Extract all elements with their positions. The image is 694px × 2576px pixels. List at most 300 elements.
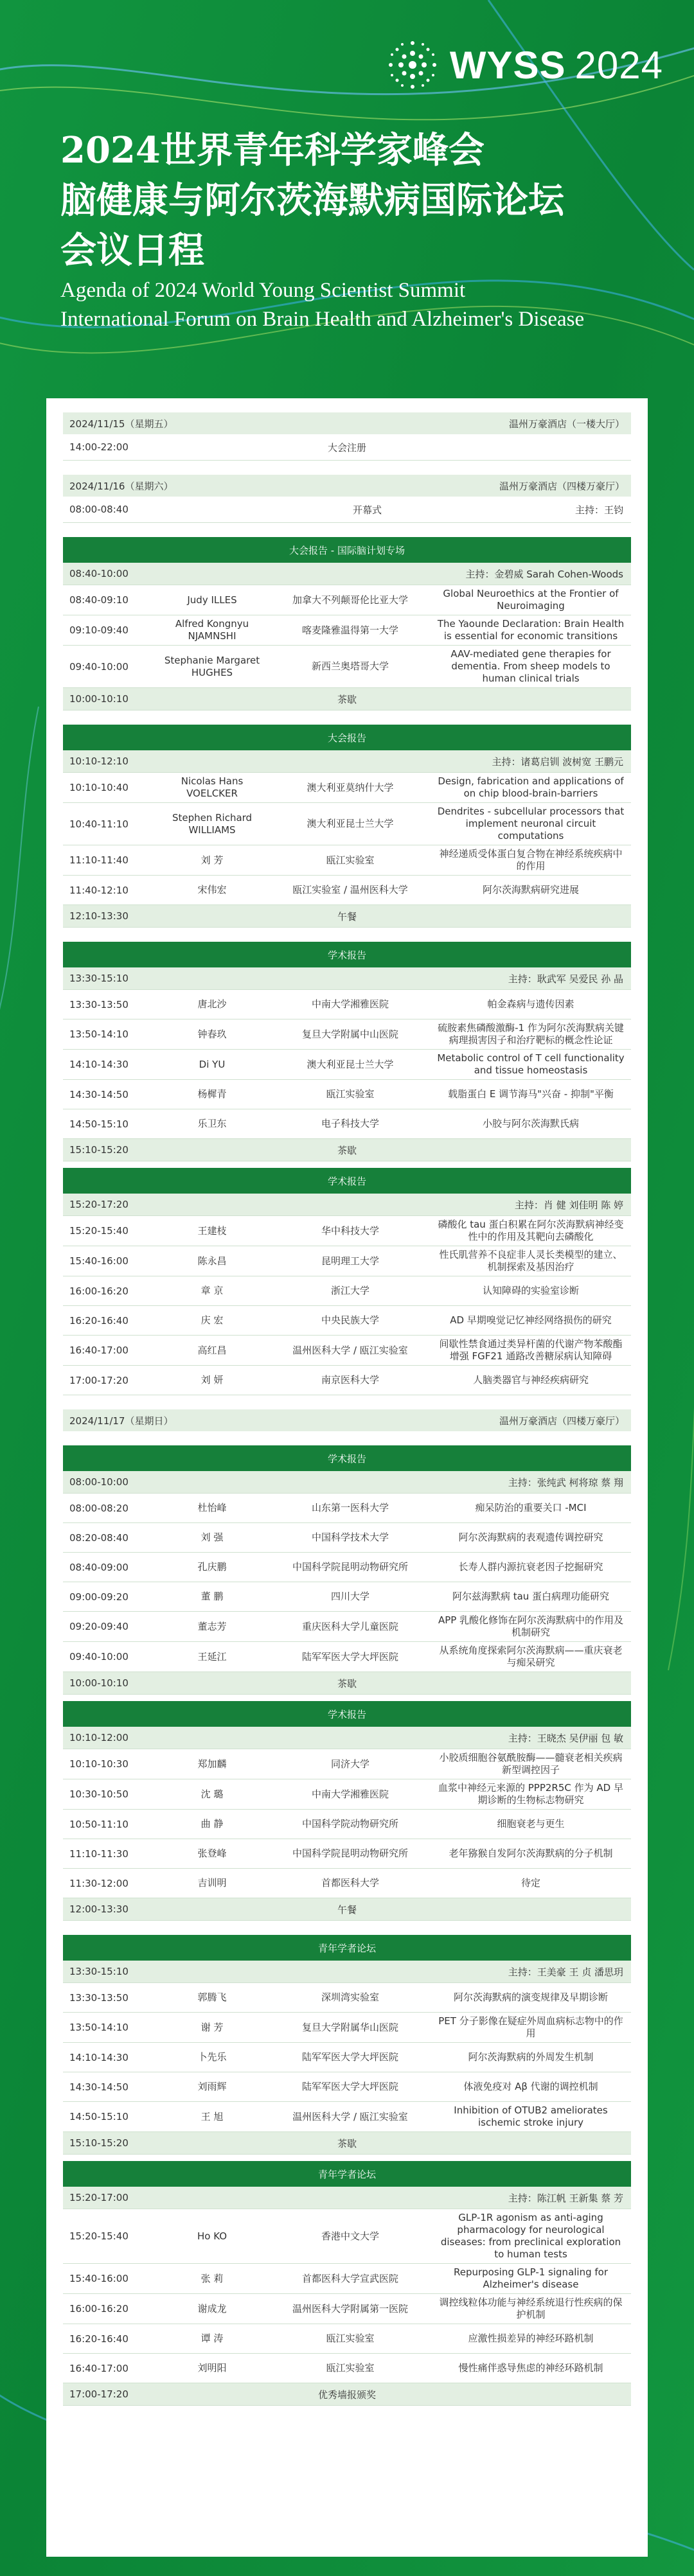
talk-time: 14:50-15:10	[69, 1118, 129, 1130]
day-venue: 温州万豪酒店（一楼大厅）	[508, 418, 625, 430]
agenda-row	[63, 497, 631, 523]
talk-affiliation: 四川大学	[330, 1591, 369, 1602]
talk-row	[63, 1983, 631, 2013]
talk-row	[63, 1276, 631, 1306]
talk-affiliation: 陆军军医大学大坪医院	[301, 2081, 398, 2092]
row-time: 08:00-08:40	[69, 504, 129, 515]
talk-time: 08:00-08:20	[69, 1502, 129, 1514]
talk-row	[63, 1553, 631, 1582]
talk-list	[63, 2209, 631, 2406]
break-time: 12:00-13:30	[69, 1903, 129, 1915]
talk-row	[63, 1366, 631, 1395]
talk-speaker: 王延江	[197, 1650, 227, 1663]
talk-speaker: 庆 宏	[200, 1314, 224, 1326]
talk-speaker: 郑加麟	[197, 1758, 227, 1770]
day-venue: 温州万豪酒店（四楼万豪厅）	[499, 1415, 625, 1427]
talk-affiliation: 中央民族大学	[321, 1314, 379, 1326]
talk-row	[63, 2354, 631, 2383]
talk-affiliation: 喀麦隆雅温得第一大学	[301, 624, 398, 636]
talk-row	[63, 2102, 631, 2132]
break-label: 优秀墙报颁奖	[317, 2388, 376, 2401]
talk-title: Repurposing GLP-1 signaling for Alzheimer's disease	[453, 2266, 609, 2290]
session-block	[63, 1701, 631, 1921]
talk-row	[63, 1612, 631, 1642]
break-row	[63, 1672, 631, 1695]
talk-row	[63, 1810, 631, 1839]
talk-list	[63, 1983, 631, 2155]
wyss-logo-mark-icon	[383, 35, 442, 94]
talk-title: 长寿人群内源抗衰老因子挖掘研究	[458, 1561, 603, 1573]
talk-title: Metabolic control of T cell functionality and tissue homeostasis	[437, 1052, 625, 1076]
talk-affiliation: 南京医科大学	[321, 1374, 379, 1386]
talk-time: 15:40-16:00	[69, 1255, 129, 1267]
talk-affiliation: 瓯江实验室	[326, 854, 375, 866]
talk-title: 载脂蛋白 E 调节海马"兴奋 - 抑制"平衡	[448, 1088, 614, 1100]
day-header	[63, 475, 631, 497]
talk-speaker: 谭 涛	[200, 2333, 224, 2344]
talk-row	[63, 2072, 631, 2102]
session-chair-row	[63, 563, 631, 585]
talk-speaker: 卜先乐	[197, 2051, 227, 2063]
talk-row	[63, 1336, 631, 1366]
talk-speaker: 刘雨辉	[197, 2081, 227, 2092]
talk-row	[63, 990, 631, 1019]
break-row	[63, 2132, 631, 2155]
talk-row	[63, 1019, 631, 1050]
title-line: 脑健康与阿尔茨海默病国际论坛	[60, 179, 564, 222]
break-time: 15:10-15:20	[69, 2137, 129, 2149]
talk-time: 16:40-17:00	[69, 1345, 129, 1356]
talk-speaker: 王建枝	[197, 1224, 227, 1237]
talk-row	[63, 1582, 631, 1612]
talk-list	[63, 773, 631, 928]
talk-affiliation: 中南大学湘雅医院	[311, 998, 389, 1010]
session-banner-text: 学术报告	[327, 1175, 366, 1187]
wyss-logo	[383, 35, 663, 94]
talk-title: Design, fabrication and applications of on chip blood-brain-barriers	[438, 775, 624, 799]
talk-title: GLP-1R agonism as anti-aging pharmacology for neurological diseases: from preclinical exploration to human tests	[440, 2212, 621, 2260]
break-time: 12:10-13:30	[69, 910, 129, 922]
talk-affiliation: 瓯江实验室	[326, 1088, 375, 1100]
session-banner-text: 学术报告	[327, 949, 366, 961]
talk-list	[63, 1216, 631, 1395]
session-banner	[63, 2161, 631, 2187]
talk-affiliation: 陆军军医大学大坪医院	[301, 2051, 398, 2063]
talk-time: 16:20-16:40	[69, 1314, 129, 1327]
session-chair: 主持：诸葛启钏 波树宽 王鹏元	[492, 755, 623, 768]
session-time: 08:40-10:00	[69, 568, 129, 579]
row-content: 大会注册	[327, 441, 366, 454]
talk-row	[63, 1306, 631, 1336]
talk-affiliation: 同济大学	[330, 1758, 369, 1770]
talk-speaker: 唐北沙	[197, 998, 227, 1010]
talk-affiliation: 深圳湾实验室	[321, 1991, 379, 2003]
session-time: 15:20-17:20	[69, 1199, 129, 1210]
talk-row	[63, 1523, 631, 1553]
talk-speaker: 刘 妍	[200, 1374, 224, 1386]
session-chair-row	[63, 1727, 631, 1749]
talk-affiliation: 新西兰奥塔哥大学	[311, 660, 389, 672]
talk-row	[63, 1109, 631, 1139]
talk-row	[63, 585, 631, 615]
talk-speaker: Alfred Kongnyu NJAMNSHI	[175, 618, 249, 642]
talk-time: 10:50-11:10	[69, 1818, 129, 1830]
title-line: 会议日程	[60, 229, 204, 272]
talk-speaker: 张 莉	[200, 2272, 224, 2284]
talk-title: 老年猕猴自发阿尔茨海默病的分子机制	[449, 1848, 613, 1859]
session-chair: 主持：王晓杰 吴伊丽 包 敏	[508, 1732, 623, 1744]
talk-title: 间歇性禁食通过类异杆菌的代谢产物苯酸酯增强 FGF21 通路改善糖尿病认知障碍	[439, 1338, 623, 1362]
break-label: 午餐	[337, 1903, 357, 1916]
talk-affiliation: 电子科技大学	[321, 1118, 379, 1129]
talk-title: 血浆中神经元来源的 PPP2R5C 作为 AD 早期诊断的生物标志物研究	[438, 1782, 623, 1806]
talk-speaker: 张登峰	[197, 1848, 227, 1859]
talk-title: 从系统角度探索阿尔茨海默病——重庆衰老与痴呆研究	[439, 1645, 623, 1668]
talk-affiliation: 温州医科大学附属第一医院	[292, 2302, 408, 2315]
session-banner	[63, 942, 631, 967]
talk-speaker: 宋伟宏	[197, 884, 227, 895]
talk-row	[63, 646, 631, 688]
talk-row	[63, 1216, 631, 1246]
talk-title: 应激性损差异的神经环路机制	[468, 2333, 594, 2344]
talk-affiliation: 中国科学院昆明动物研究所	[292, 1561, 408, 1573]
session-time: 13:30-15:10	[69, 973, 129, 984]
session-chair: 主持：张纯武 柯将琼 蔡 翔	[508, 1476, 623, 1488]
talk-speaker: Stephen Richard WILLIAMS	[172, 811, 253, 836]
talk-time: 13:50-14:10	[69, 1028, 129, 1040]
talk-row	[63, 2209, 631, 2264]
talk-time: 17:00-17:20	[69, 1374, 129, 1386]
row-content: 开幕式	[352, 504, 382, 516]
day-2-sessions	[46, 537, 648, 1395]
talk-time: 09:40-10:00	[69, 660, 129, 673]
talk-affiliation: 瓯江实验室	[326, 2333, 375, 2344]
talk-list	[63, 585, 631, 710]
talk-speaker: Di YU	[199, 1058, 226, 1070]
talk-row	[63, 1246, 631, 1276]
talk-speaker: 吉训明	[197, 1877, 227, 1889]
talk-title: 帕金森病与遗传因素	[487, 998, 574, 1010]
talk-title: 阿尔茨海默病的表观遗传调控研究	[458, 1531, 603, 1543]
talk-time: 10:30-10:50	[69, 1788, 129, 1800]
talk-affiliation: 澳大利亚昆士兰大学	[307, 1058, 394, 1070]
talk-title: The Yaounde Declaration: Brain Health is essential for economic transitions	[437, 618, 625, 642]
talk-row	[63, 2324, 631, 2354]
talk-time: 11:10-11:30	[69, 1848, 129, 1860]
page-title	[60, 125, 564, 276]
title-line: 2024世界青年科学家峰会	[60, 129, 485, 172]
talk-affiliation: 瓯江实验室	[326, 2362, 375, 2374]
row-time: 14:00-22:00	[69, 441, 129, 453]
talk-time: 13:50-14:10	[69, 2022, 129, 2033]
session-chair: 主持：王美豪 王 贞 潘思玥	[508, 1966, 623, 1978]
day-1	[63, 412, 631, 461]
break-row	[63, 688, 631, 710]
talk-title: Global Neuroethics at the Frontier of Neuroimaging	[443, 588, 619, 612]
talk-title: 待定	[520, 1877, 540, 1889]
session-chair-row	[63, 1194, 631, 1216]
session-chair-row	[63, 2187, 631, 2209]
logo-text	[450, 43, 663, 87]
talk-time: 09:00-09:20	[69, 1591, 129, 1603]
talk-time: 16:20-16:40	[69, 2333, 129, 2345]
talk-affiliation: 昆明理工大学	[321, 1255, 379, 1267]
day-date: 2024/11/17（星期日）	[69, 1415, 174, 1427]
session-banner-text: 青年学者论坛	[317, 1942, 376, 1954]
agenda-card	[46, 398, 648, 2557]
talk-title: 调控线粒体功能与神经系统退行性疾病的保护机制	[439, 2297, 623, 2320]
talk-speaker: 乐卫东	[197, 1118, 227, 1129]
session-banner	[63, 1935, 631, 1961]
talk-speaker: 杨樨青	[197, 1088, 227, 1100]
talk-time: 09:10-09:40	[69, 624, 129, 636]
talk-time: 14:10-14:30	[69, 1059, 129, 1070]
talk-speaker: 刘明阳	[197, 2362, 227, 2374]
session-chair-row	[63, 1471, 631, 1494]
talk-speaker: Judy ILLES	[187, 594, 237, 606]
talk-time: 14:30-14:50	[69, 1088, 129, 1100]
day-venue: 温州万豪酒店（四楼万豪厅）	[499, 480, 625, 492]
talk-affiliation: 香港中文大学	[321, 2230, 379, 2242]
talk-title: 人脑类器官与神经疾病研究	[472, 1374, 589, 1386]
talk-affiliation: 中南大学湘雅医院	[311, 1788, 389, 1800]
talk-affiliation: 华中科技大学	[321, 1224, 379, 1237]
talk-time: 10:40-11:10	[69, 818, 129, 830]
talk-title: 认知障碍的实验室诊断	[482, 1285, 579, 1296]
talk-title: PET 分子影像在疑症外周血病标志物中的作用	[438, 2015, 623, 2039]
talk-affiliation: 温州医科大学 / 瓯江实验室	[292, 1344, 408, 1356]
talk-list	[63, 990, 631, 1161]
session-banner	[63, 1168, 631, 1194]
talk-title: 阿尔茨海默病研究进展	[482, 884, 579, 895]
talk-title: Inhibition of OTUB2 ameliorates ischemic stroke injury	[454, 2104, 608, 2128]
talk-time: 16:00-16:20	[69, 1285, 129, 1297]
session-banner	[63, 725, 631, 750]
session-time: 10:10-12:00	[69, 1732, 129, 1743]
talk-title: 细胞衰老与更生	[497, 1818, 565, 1830]
talk-title: AAV-mediated gene therapies for dementia. From sheep models to human clinical trials	[450, 648, 611, 684]
talk-title: 小胶质细胞谷氨酰胺酶——髓衰老相关疾病新型调控因子	[439, 1752, 623, 1776]
talk-speaker: 郭腾飞	[197, 1991, 227, 2003]
talk-row	[63, 2013, 631, 2043]
talk-row	[63, 615, 631, 646]
talk-time: 16:40-17:00	[69, 2362, 129, 2374]
break-row	[63, 1139, 631, 1161]
subtitle-line: International Forum on Brain Health and Alzheimer's Disease	[60, 308, 585, 331]
talk-speaker: 沈 璐	[200, 1788, 224, 1800]
talk-title: 痴呆防治的重要关口 -MCI	[475, 1502, 587, 1513]
session-banner	[63, 1701, 631, 1727]
talk-row	[63, 1749, 631, 1779]
talk-affiliation: 中国科学技术大学	[311, 1531, 389, 1543]
talk-speaker: 谢成龙	[197, 2302, 227, 2315]
talk-time: 13:30-13:50	[69, 1991, 129, 2004]
logo-brand: WYSS	[449, 43, 566, 87]
session-chair-row	[63, 1961, 631, 1983]
talk-affiliation: 陆军军医大学大坪医院	[301, 1650, 398, 1663]
talk-time: 15:40-16:00	[69, 2273, 129, 2284]
break-label: 午餐	[337, 910, 357, 922]
talk-time: 14:10-14:30	[69, 2051, 129, 2063]
session-time: 10:10-12:10	[69, 755, 129, 767]
talk-list	[63, 1749, 631, 1921]
session-block	[63, 537, 631, 710]
session-block	[63, 942, 631, 1161]
talk-row	[63, 2043, 631, 2072]
session-block	[63, 1935, 631, 2155]
talk-time: 08:40-09:10	[69, 594, 129, 606]
talk-row	[63, 2294, 631, 2324]
session-banner-text: 青年学者论坛	[317, 2168, 376, 2180]
day-date: 2024/11/16（星期六）	[69, 480, 174, 492]
talk-speaker: 杜怡峰	[197, 1502, 227, 1513]
talk-row	[63, 1779, 631, 1810]
day-3-sessions	[46, 1445, 648, 2406]
subtitle-line: Agenda of 2024 World Young Scientist Summit	[60, 279, 466, 302]
talk-speaker: 董志芳	[197, 1620, 227, 1632]
talk-title: 磷酸化 tau 蛋白积累在阿尔茨海默病神经变性中的作用及其靶向去磷酸化	[438, 1219, 624, 1242]
day-2	[63, 475, 631, 523]
session-time: 13:30-15:10	[69, 1966, 129, 1977]
talk-row	[63, 2264, 631, 2294]
talk-time: 11:40-12:10	[69, 884, 129, 896]
page-subtitle	[60, 276, 584, 334]
break-time: 15:10-15:20	[69, 1144, 129, 1156]
talk-affiliation: 加拿大不列颠哥伦比亚大学	[292, 594, 408, 606]
talk-speaker: Nicolas Hans VOELCKER	[181, 775, 244, 799]
session-chair: 主持：陈江帆 王新集 蔡 芳	[508, 2192, 623, 2204]
talk-time: 08:20-08:40	[69, 1531, 129, 1544]
talk-row	[63, 1050, 631, 1080]
logo-year: 2024	[574, 43, 663, 87]
talk-speaker: 章 京	[200, 1285, 224, 1296]
talk-affiliation: 澳大利亚昆士兰大学	[307, 818, 394, 829]
talk-title: Dendrites - subcellular processors that implement neuronal circuit computations	[437, 806, 625, 842]
talk-row	[63, 1080, 631, 1109]
talk-speaker: 高红昌	[197, 1344, 227, 1356]
session-chair-row	[63, 750, 631, 773]
session-chair: 主持：肖 健 刘佳明 陈 婷	[514, 1199, 623, 1211]
talk-time: 16:00-16:20	[69, 2303, 129, 2315]
talk-time: 13:30-13:50	[69, 998, 129, 1010]
talk-row	[63, 845, 631, 876]
session-block	[63, 1445, 631, 1695]
talk-speaker: 刘 强	[200, 1531, 224, 1543]
talk-speaker: 董 鹏	[200, 1591, 224, 1602]
session-block	[63, 1168, 631, 1395]
session-banner	[63, 537, 631, 563]
talk-time: 08:40-09:00	[69, 1561, 129, 1573]
talk-time: 11:30-12:00	[69, 1877, 129, 1889]
talk-row	[63, 803, 631, 845]
day-header	[63, 412, 631, 434]
talk-speaker: 钟春玖	[197, 1028, 227, 1040]
break-label: 茶歇	[337, 2137, 357, 2149]
talk-time: 15:20-15:40	[69, 2230, 129, 2242]
talk-time: 15:20-15:40	[69, 1225, 129, 1237]
break-label: 茶歇	[337, 1144, 357, 1156]
break-time: 17:00-17:20	[69, 2388, 129, 2400]
talk-title: 阿尔茨海默病的外周发生机制	[468, 2051, 594, 2063]
talk-affiliation: 温州医科大学 / 瓯江实验室	[292, 2110, 408, 2122]
break-row	[63, 2383, 631, 2406]
talk-speaker: Ho KO	[197, 2230, 227, 2242]
talk-title: 慢性痛伴惑导焦虑的神经环路机制	[458, 2362, 603, 2374]
talk-speaker: 孔庆鹏	[197, 1561, 227, 1573]
talk-speaker: 曲 静	[200, 1818, 224, 1830]
talk-title: APP 乳酸化修饰在阿尔茨海默病中的作用及机制研究	[438, 1614, 624, 1638]
row-host: 主持：王钧	[574, 504, 623, 516]
session-chair: 主持：耿武军 吴爱民 孙 晶	[508, 973, 623, 985]
talk-affiliation: 浙江大学	[330, 1285, 369, 1296]
session-banner-text: 大会报告	[327, 732, 366, 744]
talk-time: 09:40-10:00	[69, 1651, 129, 1663]
talk-list	[63, 1494, 631, 1695]
session-chair: 主持：金碧威 Sarah Cohen-Woods	[465, 568, 623, 580]
session-banner-text: 大会报告 - 国际脑计划专场	[289, 544, 405, 556]
talk-title: 硫胺素焦磷酸激酶-1 作为阿尔茨海默病关键病理损害因子和治疗靶标的概念性论证	[438, 1022, 624, 1046]
talk-title: 神经递质受体蛋白复合物在神经系统疾病中的作用	[439, 848, 623, 872]
session-banner-text: 学术报告	[327, 1452, 366, 1465]
break-time: 10:00-10:10	[69, 1677, 129, 1689]
talk-time: 10:10-10:40	[69, 782, 129, 793]
talk-speaker: 刘 芳	[200, 854, 224, 866]
talk-title: 体液免疫对 Aβ 代谢的调控机制	[463, 2081, 598, 2092]
session-block	[63, 2161, 631, 2406]
break-row	[63, 1898, 631, 1921]
talk-speaker: 谢 芳	[200, 2021, 224, 2033]
talk-affiliation: 中国科学院昆明动物研究所	[292, 1848, 408, 1859]
session-block	[63, 725, 631, 928]
talk-affiliation: 瓯江实验室 / 温州医科大学	[292, 884, 408, 895]
day-date: 2024/11/15（星期五）	[69, 418, 174, 430]
talk-time: 10:10-10:30	[69, 1758, 129, 1770]
session-banner	[63, 1445, 631, 1471]
talk-title: 小胶与阿尔茨海默氏病	[482, 1118, 579, 1129]
talk-affiliation: 复旦大学附属华山医院	[301, 2021, 398, 2033]
session-time: 08:00-10:00	[69, 1476, 129, 1488]
talk-row	[63, 1839, 631, 1869]
session-time: 15:20-17:00	[69, 2192, 129, 2203]
talk-affiliation: 中国科学院动物研究所	[301, 1818, 398, 1830]
break-label: 茶歇	[337, 1677, 357, 1689]
talk-speaker: Stephanie Margaret HUGHES	[164, 654, 260, 678]
talk-speaker: 陈永昌	[197, 1255, 227, 1267]
talk-row	[63, 773, 631, 803]
talk-affiliation: 复旦大学附属中山医院	[301, 1028, 398, 1040]
session-banner-text: 学术报告	[327, 1708, 366, 1720]
talk-title: AD 早期嗅觉记忆神经网络损伤的研究	[450, 1314, 612, 1326]
agenda-row	[63, 434, 631, 461]
header	[0, 0, 694, 385]
talk-row	[63, 1869, 631, 1898]
break-time: 10:00-10:10	[69, 693, 129, 705]
talk-affiliation: 重庆医科大学儿童医院	[301, 1620, 398, 1632]
talk-affiliation: 山东第一医科大学	[311, 1502, 389, 1513]
session-chair-row	[63, 967, 631, 990]
talk-time: 09:20-09:40	[69, 1621, 129, 1632]
talk-row	[63, 1494, 631, 1523]
talk-title: 阿尔茨海默病的演变规律及早期诊断	[453, 1991, 608, 2003]
talk-row	[63, 876, 631, 905]
talk-time: 14:30-14:50	[69, 2081, 129, 2093]
talk-affiliation: 首都医科大学宣武医院	[301, 2272, 398, 2284]
talk-time: 14:50-15:10	[69, 2111, 129, 2122]
day-header	[63, 1409, 631, 1431]
break-row	[63, 905, 631, 928]
talk-speaker: 王 旭	[200, 2110, 224, 2122]
talk-affiliation: 首都医科大学	[321, 1877, 379, 1889]
